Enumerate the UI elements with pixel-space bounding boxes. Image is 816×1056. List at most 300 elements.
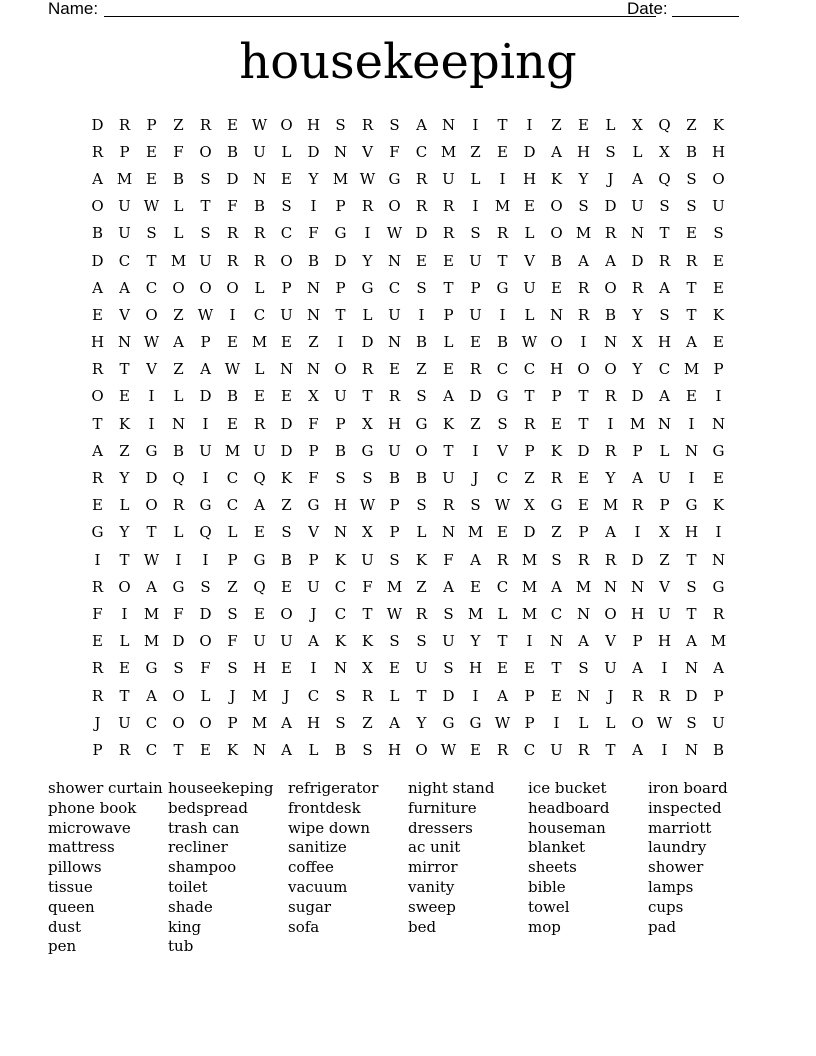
grid-letter: B	[685, 142, 698, 161]
word-list-item: mattress	[48, 838, 115, 857]
grid-letter: B	[415, 333, 428, 352]
word-list-item: night stand	[408, 779, 495, 797]
grid-letter: M	[143, 604, 160, 623]
name-field[interactable]	[104, 0, 656, 17]
word-list-item: pillows	[48, 858, 102, 877]
grid-letter: S	[578, 197, 589, 216]
grid-letter: T	[497, 632, 508, 651]
grid-letter: M	[251, 713, 268, 732]
grid-letter: S	[200, 169, 211, 188]
grid-letter: F	[362, 577, 373, 596]
grid-letter: R	[253, 251, 266, 270]
grid-letter: L	[254, 278, 265, 297]
grid-letter: U	[307, 577, 320, 596]
grid-letter: E	[497, 142, 508, 161]
grid-letter: Z	[659, 550, 670, 569]
grid-letter: T	[497, 251, 508, 270]
grid-letter: A	[551, 577, 562, 596]
grid-letter: N	[684, 441, 699, 460]
grid-letter: T	[497, 115, 508, 134]
grid-letter: O	[118, 577, 131, 596]
grid-letter: G	[199, 496, 212, 515]
grid-letter: R	[577, 740, 590, 759]
grid-letter: C	[658, 360, 671, 379]
grid-letter: M	[332, 169, 349, 188]
grid-letter: H	[522, 169, 537, 188]
grid-letter: A	[551, 142, 562, 161]
word-list-item: frontdesk	[288, 798, 361, 817]
grid-letter: T	[146, 523, 157, 542]
grid-letter: I	[310, 659, 317, 678]
grid-letter: E	[281, 333, 292, 352]
grid-letter: O	[199, 278, 212, 297]
grid-letter: D	[361, 333, 374, 352]
grid-letter: O	[280, 251, 293, 270]
grid-letter: E	[389, 360, 400, 379]
grid-letter: K	[226, 740, 239, 759]
grid-letter: L	[416, 523, 427, 542]
word-list-item: pad	[648, 917, 677, 936]
grid-letter: R	[91, 686, 104, 705]
grid-letter: M	[521, 550, 538, 569]
grid-letter: K	[712, 496, 725, 515]
grid-letter: F	[308, 414, 319, 433]
word-list-item: shower curtain	[48, 779, 163, 797]
grid-letter: R	[91, 360, 104, 379]
grid-letter: S	[713, 224, 724, 243]
letter-grid	[84, 111, 732, 764]
grid-letter: I	[202, 469, 209, 488]
grid-letter: P	[713, 686, 724, 705]
grid-letter: D	[442, 686, 455, 705]
grid-letter: I	[607, 414, 614, 433]
grid-letter: L	[119, 632, 130, 651]
grid-letter: A	[632, 169, 643, 188]
grid-letter: C	[496, 577, 509, 596]
grid-letter: G	[253, 550, 266, 569]
grid-letter: Z	[173, 305, 184, 324]
grid-letter: K	[118, 414, 131, 433]
grid-letter: E	[227, 414, 238, 433]
grid-letter: X	[362, 523, 373, 542]
grid-letter: I	[661, 740, 668, 759]
grid-letter: B	[307, 251, 320, 270]
word-list-item: marriott	[648, 818, 712, 837]
grid-letter: A	[497, 686, 508, 705]
grid-letter: M	[116, 169, 133, 188]
grid-letter: K	[442, 414, 455, 433]
grid-letter: P	[524, 441, 535, 460]
grid-letter: I	[148, 414, 155, 433]
grid-letter: A	[605, 251, 616, 270]
grid-letter: U	[523, 278, 536, 297]
grid-letter: A	[146, 577, 157, 596]
word-list-item: furniture	[408, 798, 477, 817]
grid-letter: O	[415, 740, 428, 759]
grid-letter: E	[119, 387, 130, 406]
grid-letter: S	[173, 659, 184, 678]
grid-letter: M	[467, 523, 484, 542]
grid-letter: Z	[686, 115, 697, 134]
grid-letter: V	[524, 251, 535, 270]
grid-letter: G	[388, 169, 401, 188]
grid-letter: M	[143, 632, 160, 651]
grid-letter: R	[415, 197, 428, 216]
grid-letter: R	[469, 360, 482, 379]
grid-letter: R	[361, 686, 374, 705]
grid-letter: E	[200, 740, 211, 759]
word-list-item: bed	[408, 917, 437, 936]
grid-letter: T	[443, 441, 454, 460]
grid-letter: X	[632, 115, 643, 134]
grid-letter: N	[387, 333, 402, 352]
grid-letter: N	[117, 333, 132, 352]
grid-letter: N	[576, 604, 591, 623]
grid-letter: K	[334, 550, 347, 569]
grid-letter: Z	[551, 115, 562, 134]
grid-letter: D	[469, 387, 482, 406]
grid-letter: Y	[470, 632, 481, 651]
grid-letter: M	[602, 496, 619, 515]
word-list-item: king	[168, 917, 202, 936]
grid-letter: P	[524, 686, 535, 705]
grid-letter: P	[578, 523, 589, 542]
grid-letter: T	[524, 387, 535, 406]
grid-letter: C	[523, 740, 536, 759]
grid-letter: N	[306, 360, 321, 379]
grid-letter: B	[604, 305, 617, 324]
grid-letter: O	[199, 713, 212, 732]
grid-letter: S	[470, 224, 481, 243]
grid-letter: B	[712, 740, 725, 759]
grid-letter: X	[659, 523, 670, 542]
grid-letter: F	[443, 550, 454, 569]
grid-letter: U	[442, 632, 455, 651]
grid-letter: S	[200, 577, 211, 596]
grid-letter: S	[227, 659, 238, 678]
grid-letter: K	[361, 632, 374, 651]
grid-letter: C	[388, 278, 401, 297]
grid-letter: X	[524, 496, 535, 515]
grid-letter: R	[442, 197, 455, 216]
grid-letter: S	[227, 604, 238, 623]
grid-letter: R	[388, 387, 401, 406]
page-title: housekeeping	[239, 34, 577, 90]
grid-letter: G	[145, 441, 158, 460]
grid-letter: P	[335, 414, 346, 433]
word-list-item: bible	[528, 877, 566, 896]
date-label: Date:	[627, 0, 668, 18]
grid-letter: G	[334, 224, 347, 243]
grid-letter: A	[146, 686, 157, 705]
grid-letter: R	[253, 414, 266, 433]
grid-letter: I	[175, 550, 182, 569]
grid-letter: O	[550, 197, 563, 216]
grid-letter: M	[629, 414, 646, 433]
grid-letter: K	[550, 169, 563, 188]
grid-letter: L	[119, 496, 130, 515]
grid-letter: T	[362, 604, 373, 623]
grid-letter: U	[442, 169, 455, 188]
grid-letter: T	[92, 414, 103, 433]
grid-letter: W	[494, 496, 511, 515]
grid-letter: N	[603, 577, 618, 596]
grid-letter: R	[523, 414, 536, 433]
word-list-item: laundry	[648, 838, 707, 857]
grid-letter: S	[686, 577, 697, 596]
grid-letter: A	[578, 251, 589, 270]
grid-letter: P	[335, 197, 346, 216]
grid-letter: G	[91, 523, 104, 542]
grid-letter: L	[173, 224, 184, 243]
grid-letter: R	[226, 224, 239, 243]
grid-letter: P	[92, 740, 103, 759]
grid-letter: H	[657, 632, 672, 651]
grid-letter: I	[499, 305, 506, 324]
grid-letter: F	[389, 142, 400, 161]
grid-letter: Z	[281, 496, 292, 515]
word-list-item: pen	[48, 937, 77, 956]
grid-letter: Y	[308, 169, 319, 188]
grid-letter: J	[472, 469, 479, 488]
grid-letter: N	[549, 632, 564, 651]
grid-letter: S	[659, 197, 670, 216]
grid-letter: S	[605, 142, 616, 161]
grid-letter: L	[254, 360, 265, 379]
grid-letter: T	[173, 740, 184, 759]
grid-letter: Y	[578, 169, 589, 188]
word-list-item: queen	[48, 897, 95, 916]
grid-letter: G	[307, 496, 320, 515]
grid-letter: I	[202, 414, 209, 433]
grid-letter: W	[386, 604, 403, 623]
grid-letter: O	[577, 360, 590, 379]
grid-letter: O	[172, 686, 185, 705]
word-list-item: toilet	[168, 877, 208, 896]
word-list-item: iron board	[648, 779, 728, 797]
grid-letter: Z	[308, 333, 319, 352]
grid-letter: S	[416, 632, 427, 651]
grid-letter: R	[226, 251, 239, 270]
grid-letter: U	[253, 632, 266, 651]
grid-letter: E	[443, 251, 454, 270]
grid-letter: R	[118, 115, 131, 134]
grid-letter: I	[526, 115, 533, 134]
grid-letter: U	[388, 305, 401, 324]
word-list-item: refrigerator	[288, 779, 379, 797]
grid-letter: N	[171, 414, 186, 433]
grid-letter: D	[199, 604, 212, 623]
grid-letter: J	[229, 686, 236, 705]
grid-letter: P	[119, 142, 130, 161]
grid-letter: N	[684, 659, 699, 678]
grid-letter: Z	[227, 577, 238, 596]
grid-letter: Z	[119, 441, 130, 460]
grid-letter: Z	[416, 360, 427, 379]
grid-letter: L	[362, 305, 373, 324]
grid-letter: C	[415, 142, 428, 161]
grid-letter: M	[521, 604, 538, 623]
grid-letter: X	[362, 659, 373, 678]
grid-letter: R	[442, 496, 455, 515]
grid-letter: R	[361, 360, 374, 379]
grid-letter: N	[684, 740, 699, 759]
grid-letter: W	[143, 197, 160, 216]
grid-letter: B	[91, 224, 104, 243]
grid-letter: V	[605, 632, 616, 651]
grid-letter: R	[91, 469, 104, 488]
grid-letter: L	[443, 333, 454, 352]
grid-letter: P	[389, 523, 400, 542]
grid-letter: E	[578, 469, 589, 488]
grid-letter: Z	[470, 142, 481, 161]
grid-letter: R	[577, 550, 590, 569]
grid-letter: I	[499, 169, 506, 188]
grid-letter: D	[523, 142, 536, 161]
grid-letter: U	[712, 713, 725, 732]
grid-letter: M	[494, 197, 511, 216]
grid-letter: R	[118, 740, 131, 759]
grid-letter: I	[121, 604, 128, 623]
grid-letter: U	[388, 441, 401, 460]
grid-letter: M	[467, 604, 484, 623]
grid-letter: A	[92, 278, 103, 297]
grid-letter: U	[469, 251, 482, 270]
grid-letter: Z	[551, 523, 562, 542]
grid-letter: D	[91, 115, 104, 134]
grid-letter: B	[172, 169, 185, 188]
grid-letter: H	[576, 142, 591, 161]
grid-letter: K	[712, 305, 725, 324]
grid-letter: T	[686, 550, 697, 569]
grid-letter: S	[389, 550, 400, 569]
date-field[interactable]	[672, 0, 739, 17]
grid-letter: C	[523, 360, 536, 379]
grid-letter: A	[605, 523, 616, 542]
grid-letter: E	[551, 278, 562, 297]
grid-letter: I	[526, 632, 533, 651]
grid-letter: L	[605, 713, 616, 732]
grid-letter: I	[202, 550, 209, 569]
grid-letter: U	[361, 550, 374, 569]
grid-letter: E	[146, 169, 157, 188]
grid-letter: N	[630, 577, 645, 596]
grid-letter: P	[632, 441, 643, 460]
grid-letter: C	[550, 604, 563, 623]
grid-letter: U	[712, 197, 725, 216]
grid-letter: B	[334, 441, 347, 460]
grid-letter: N	[279, 360, 294, 379]
grid-letter: A	[713, 659, 724, 678]
grid-letter: D	[145, 469, 158, 488]
grid-letter: J	[94, 713, 101, 732]
grid-letter: R	[604, 550, 617, 569]
word-list-item: sweep	[408, 897, 456, 916]
grid-letter: E	[497, 659, 508, 678]
grid-letter: P	[632, 632, 643, 651]
grid-letter: A	[92, 441, 103, 460]
grid-letter: R	[631, 278, 644, 297]
grid-letter: L	[497, 604, 508, 623]
grid-letter: A	[92, 169, 103, 188]
grid-letter: F	[227, 197, 238, 216]
grid-letter: U	[118, 713, 131, 732]
word-list-item: wipe down	[288, 818, 371, 837]
grid-letter: W	[143, 550, 160, 569]
grid-letter: R	[361, 115, 374, 134]
grid-letter: T	[335, 305, 346, 324]
word-list-item: sofa	[288, 917, 320, 936]
grid-letter: M	[440, 142, 457, 161]
grid-letter: A	[200, 360, 211, 379]
grid-letter: Z	[416, 577, 427, 596]
grid-letter: M	[251, 686, 268, 705]
grid-letter: N	[252, 740, 267, 759]
grid-letter: L	[227, 523, 238, 542]
word-list-item: mirror	[408, 858, 458, 877]
grid-letter: H	[711, 142, 726, 161]
grid-letter: T	[200, 197, 211, 216]
grid-letter: K	[712, 115, 725, 134]
grid-letter: E	[254, 387, 265, 406]
grid-letter: G	[712, 441, 725, 460]
grid-letter: W	[386, 224, 403, 243]
grid-letter: B	[172, 441, 185, 460]
grid-letter: U	[253, 441, 266, 460]
grid-letter: A	[632, 740, 643, 759]
grid-letter: R	[658, 251, 671, 270]
grid-letter: G	[361, 441, 374, 460]
grid-letter: P	[659, 496, 670, 515]
grid-letter: W	[197, 305, 214, 324]
grid-letter: M	[224, 441, 241, 460]
grid-letter: V	[362, 142, 373, 161]
grid-letter: R	[91, 577, 104, 596]
word-list-item: ac unit	[408, 838, 461, 857]
grid-letter: A	[119, 278, 130, 297]
grid-letter: R	[91, 142, 104, 161]
grid-letter: S	[686, 169, 697, 188]
grid-letter: S	[362, 469, 373, 488]
grid-letter: D	[199, 387, 212, 406]
grid-letter: G	[172, 577, 185, 596]
grid-letter: H	[387, 740, 402, 759]
grid-letter: R	[496, 740, 509, 759]
grid-letter: S	[335, 686, 346, 705]
grid-letter: L	[605, 115, 616, 134]
grid-letter: E	[443, 360, 454, 379]
grid-letter: P	[281, 278, 292, 297]
grid-letter: E	[713, 251, 724, 270]
grid-letter: P	[713, 360, 724, 379]
grid-letter: R	[577, 305, 590, 324]
grid-letter: C	[334, 604, 347, 623]
grid-letter: V	[146, 360, 157, 379]
grid-letter: O	[280, 115, 293, 134]
grid-letter: S	[335, 469, 346, 488]
grid-letter: X	[632, 333, 643, 352]
grid-letter: B	[253, 197, 266, 216]
grid-letter: I	[148, 387, 155, 406]
grid-letter: R	[658, 686, 671, 705]
grid-letter: R	[631, 686, 644, 705]
grid-letter: D	[172, 632, 185, 651]
grid-letter: R	[415, 169, 428, 188]
grid-letter: L	[524, 305, 535, 324]
grid-letter: I	[580, 333, 587, 352]
grid-letter: D	[604, 197, 617, 216]
grid-letter: I	[715, 523, 722, 542]
